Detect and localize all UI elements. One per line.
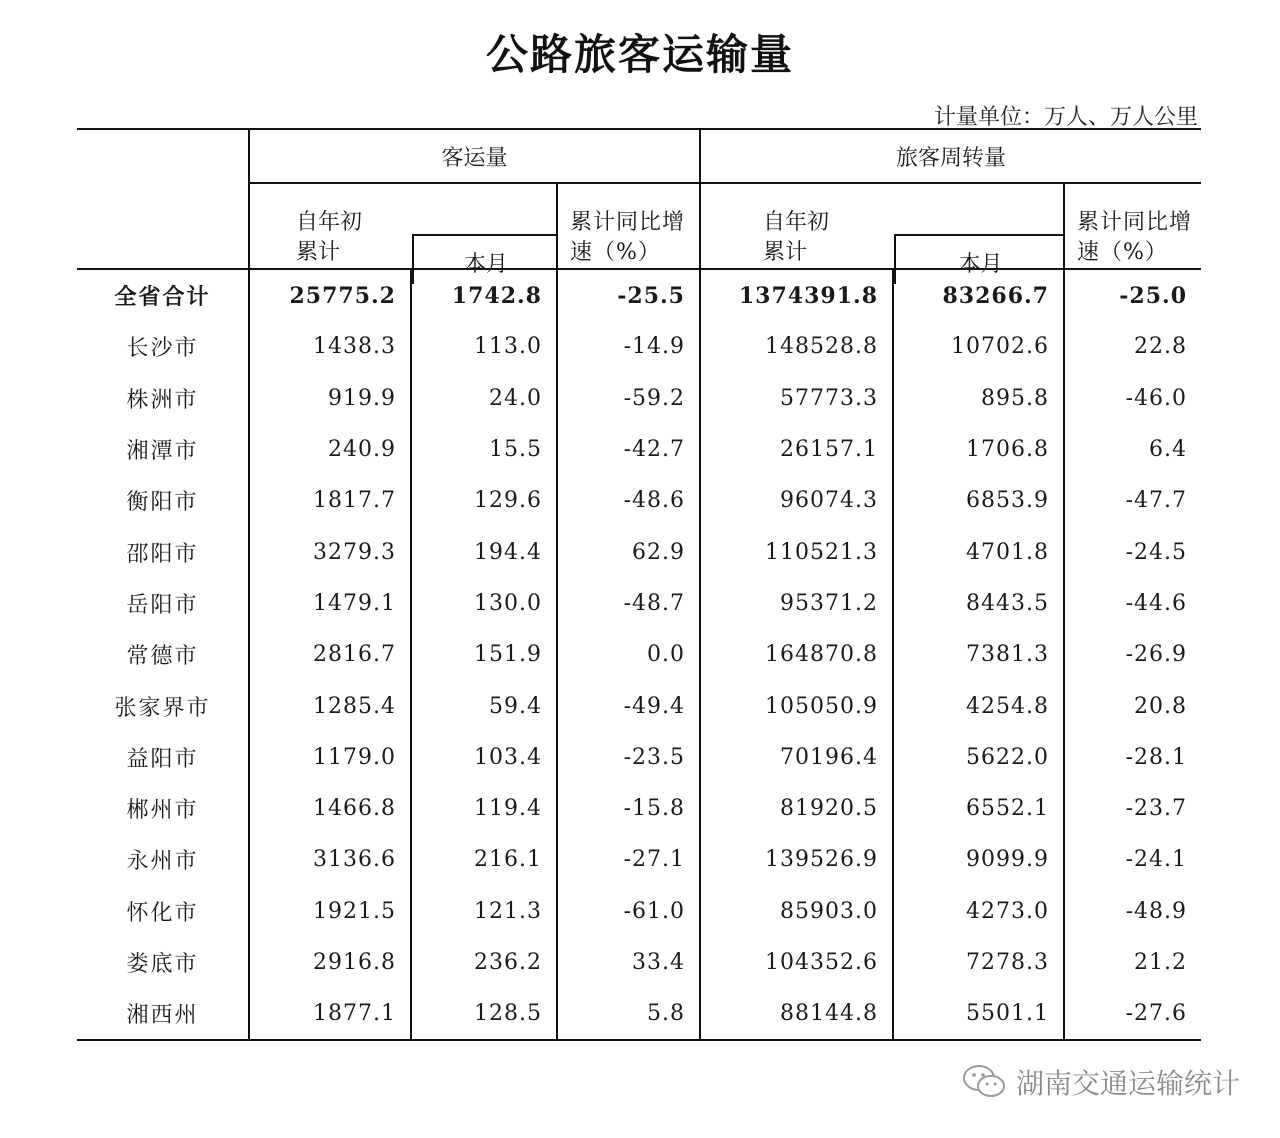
cell-pt-growth: -27.6	[1064, 988, 1201, 1040]
table-row	[77, 783, 1201, 834]
header-pt-growth-line2: 速（%）	[1077, 240, 1168, 265]
cell-pv-growth: -48.6	[557, 475, 700, 526]
cell-name: 永州市	[126, 849, 199, 875]
cell-pt-month: 6552.1	[893, 783, 1064, 834]
cell-pt-growth: 21.2	[1064, 937, 1201, 988]
cell-pt-growth: -48.9	[1064, 886, 1201, 937]
table-row	[77, 526, 1201, 577]
watermark	[962, 1062, 1240, 1102]
cell-pv-ytd: 1438.3	[249, 321, 411, 372]
cell-pv-growth: 0.0	[557, 629, 700, 680]
unit-note: 计量单位：万人、万人公里	[933, 105, 1198, 130]
cell-pv-ytd: 1179.0	[249, 732, 411, 783]
corner-cell	[77, 129, 249, 269]
cell-pv-month: 24.0	[411, 373, 557, 424]
cell-pt-ytd: 105050.9	[700, 680, 893, 731]
cell-pt-ytd: 1374391.8	[700, 269, 893, 321]
header-pt-growth-line1: 累计同比增	[1077, 210, 1193, 235]
cell-pt-month: 6853.9	[893, 475, 1064, 526]
cell-name: 长沙市	[126, 336, 199, 362]
cell-pv-growth: -49.4	[557, 680, 700, 731]
cell-pv-growth: -27.1	[557, 834, 700, 885]
cell-pt-month: 5622.0	[893, 732, 1064, 783]
cell-pv-month: 121.3	[411, 886, 557, 937]
cell-pt-growth: 22.8	[1064, 321, 1201, 372]
cell-pv-month: 216.1	[411, 834, 557, 885]
watermark-text: 湖南交通运输统计	[1015, 1067, 1240, 1100]
cell-pv-ytd: 2816.7	[249, 629, 411, 680]
cell-pt-month: 4254.8	[893, 680, 1064, 731]
cell-pv-ytd: 2916.8	[249, 937, 411, 988]
cell-pv-ytd: 3279.3	[249, 526, 411, 577]
table-row	[77, 424, 1201, 475]
cell-pt-ytd: 164870.8	[700, 629, 893, 680]
cell-pt-growth: -28.1	[1064, 732, 1201, 783]
cell-pv-ytd: 1479.1	[249, 578, 411, 629]
cell-pv-month: 59.4	[411, 680, 557, 731]
cell-pv-ytd: 1877.1	[249, 988, 411, 1040]
header-passenger-volume: 客运量	[249, 129, 700, 183]
header-pv-ytd-line1: 自年初	[296, 210, 363, 235]
cell-pt-month: 895.8	[893, 373, 1064, 424]
cell-pv-month: 1742.8	[411, 269, 557, 321]
wechat-icon	[962, 1064, 1008, 1100]
cell-name: 岳阳市	[126, 592, 199, 618]
cell-name: 张家界市	[114, 695, 211, 721]
cell-pt-growth: -26.9	[1064, 629, 1201, 680]
cell-pv-ytd: 1466.8	[249, 783, 411, 834]
cell-name: 衡阳市	[126, 490, 199, 516]
cell-pv-month: 194.4	[411, 526, 557, 577]
header-pv-growth	[557, 183, 700, 269]
header-pt-growth	[1064, 183, 1201, 269]
cell-pt-ytd: 85903.0	[700, 886, 893, 937]
cell-pt-ytd: 96074.3	[700, 475, 893, 526]
cell-pt-month: 1706.8	[893, 424, 1064, 475]
table-row	[77, 988, 1201, 1040]
cell-pv-ytd: 1285.4	[249, 680, 411, 731]
cell-pv-month: 103.4	[411, 732, 557, 783]
header-pv-growth-line2: 速（%）	[570, 240, 661, 265]
cell-pv-ytd: 3136.6	[249, 834, 411, 885]
cell-pv-growth: -48.7	[557, 578, 700, 629]
cell-pv-growth: -59.2	[557, 373, 700, 424]
table-row	[77, 732, 1201, 783]
cell-pt-month: 10702.6	[893, 321, 1064, 372]
cell-pt-ytd: 81920.5	[700, 783, 893, 834]
cell-pv-growth: -23.5	[557, 732, 700, 783]
cell-pt-month: 4701.8	[893, 526, 1064, 577]
cell-pt-ytd: 148528.8	[700, 321, 893, 372]
table-row	[77, 578, 1201, 629]
cell-pt-growth: -25.0	[1064, 269, 1201, 321]
cell-pt-ytd: 110521.3	[700, 526, 893, 577]
cell-pt-month: 5501.1	[893, 988, 1064, 1040]
cell-name: 株洲市	[126, 387, 199, 413]
cell-pt-growth: -46.0	[1064, 373, 1201, 424]
cell-pt-month: 7381.3	[893, 629, 1064, 680]
cell-pt-growth: -24.1	[1064, 834, 1201, 885]
table-row	[77, 629, 1201, 680]
table-row	[77, 834, 1201, 885]
cell-pt-growth: 6.4	[1064, 424, 1201, 475]
cell-pt-ytd: 57773.3	[700, 373, 893, 424]
cell-pt-growth: -23.7	[1064, 783, 1201, 834]
cell-pt-growth: -44.6	[1064, 578, 1201, 629]
cell-pt-ytd: 104352.6	[700, 937, 893, 988]
header-pv-growth-line1: 累计同比增	[570, 210, 686, 235]
table-row	[77, 321, 1201, 372]
cell-pt-growth: -47.7	[1064, 475, 1201, 526]
cell-name: 怀化市	[126, 900, 199, 926]
header-pt-ytd	[700, 183, 1064, 277]
table-row	[77, 475, 1201, 526]
header-pt-month: 本月	[894, 234, 1065, 284]
cell-pv-growth: -42.7	[557, 424, 700, 475]
cell-pv-growth: -61.0	[557, 886, 700, 937]
cell-pv-month: 236.2	[411, 937, 557, 988]
cell-pv-month: 130.0	[411, 578, 557, 629]
table-row	[77, 886, 1201, 937]
cell-pv-growth: 33.4	[557, 937, 700, 988]
cell-pt-month: 7278.3	[893, 937, 1064, 988]
cell-pt-month: 83266.7	[893, 269, 1064, 321]
cell-pv-month: 113.0	[411, 321, 557, 372]
cell-pv-ytd: 1817.7	[249, 475, 411, 526]
cell-pt-ytd: 95371.2	[700, 578, 893, 629]
cell-pv-ytd: 240.9	[249, 424, 411, 475]
header-pt-ytd-line1: 自年初	[763, 210, 830, 235]
cell-pv-month: 119.4	[411, 783, 557, 834]
header-pv-ytd	[249, 183, 557, 277]
table-row	[77, 937, 1201, 988]
cell-pv-ytd: 919.9	[249, 373, 411, 424]
cell-pv-ytd: 1921.5	[249, 886, 411, 937]
cell-name: 益阳市	[126, 746, 199, 772]
page-title: 公路旅客运输量	[485, 30, 794, 79]
header-pv-ytd-line2: 累计	[296, 240, 341, 265]
cell-name: 常德市	[126, 644, 199, 670]
table-row	[77, 373, 1201, 424]
cell-pt-month: 4273.0	[893, 886, 1064, 937]
cell-pt-ytd: 70196.4	[700, 732, 893, 783]
cell-pv-growth: 5.8	[557, 988, 700, 1040]
cell-pt-ytd: 139526.9	[700, 834, 893, 885]
cell-pt-growth: -24.5	[1064, 526, 1201, 577]
cell-name: 全省合计	[114, 285, 211, 311]
transport-table	[77, 128, 1201, 1041]
table-body	[77, 269, 1201, 1040]
cell-pv-month: 151.9	[411, 629, 557, 680]
cell-pv-growth: -15.8	[557, 783, 700, 834]
cell-name: 郴州市	[126, 798, 199, 824]
header-pt-ytd-line2: 累计	[763, 240, 808, 265]
cell-name: 湘潭市	[126, 439, 199, 465]
cell-pv-growth: 62.9	[557, 526, 700, 577]
cell-pv-growth: -14.9	[557, 321, 700, 372]
table-row	[77, 680, 1201, 731]
cell-pt-growth: 20.8	[1064, 680, 1201, 731]
cell-pt-month: 9099.9	[893, 834, 1064, 885]
cell-pt-ytd: 88144.8	[700, 988, 893, 1040]
header-passenger-turnover: 旅客周转量	[700, 129, 1201, 183]
cell-pv-month: 128.5	[411, 988, 557, 1040]
cell-name: 邵阳市	[126, 541, 199, 567]
cell-name: 娄底市	[126, 952, 199, 977]
cell-pv-ytd: 25775.2	[249, 269, 411, 321]
cell-pt-ytd: 26157.1	[700, 424, 893, 475]
cell-pt-month: 8443.5	[893, 578, 1064, 629]
cell-name: 湘西州	[77, 988, 249, 1040]
cell-pv-month: 129.6	[411, 475, 557, 526]
header-pv-month: 本月	[412, 234, 558, 284]
cell-pv-growth: -25.5	[557, 269, 700, 321]
cell-pv-month: 15.5	[411, 424, 557, 475]
